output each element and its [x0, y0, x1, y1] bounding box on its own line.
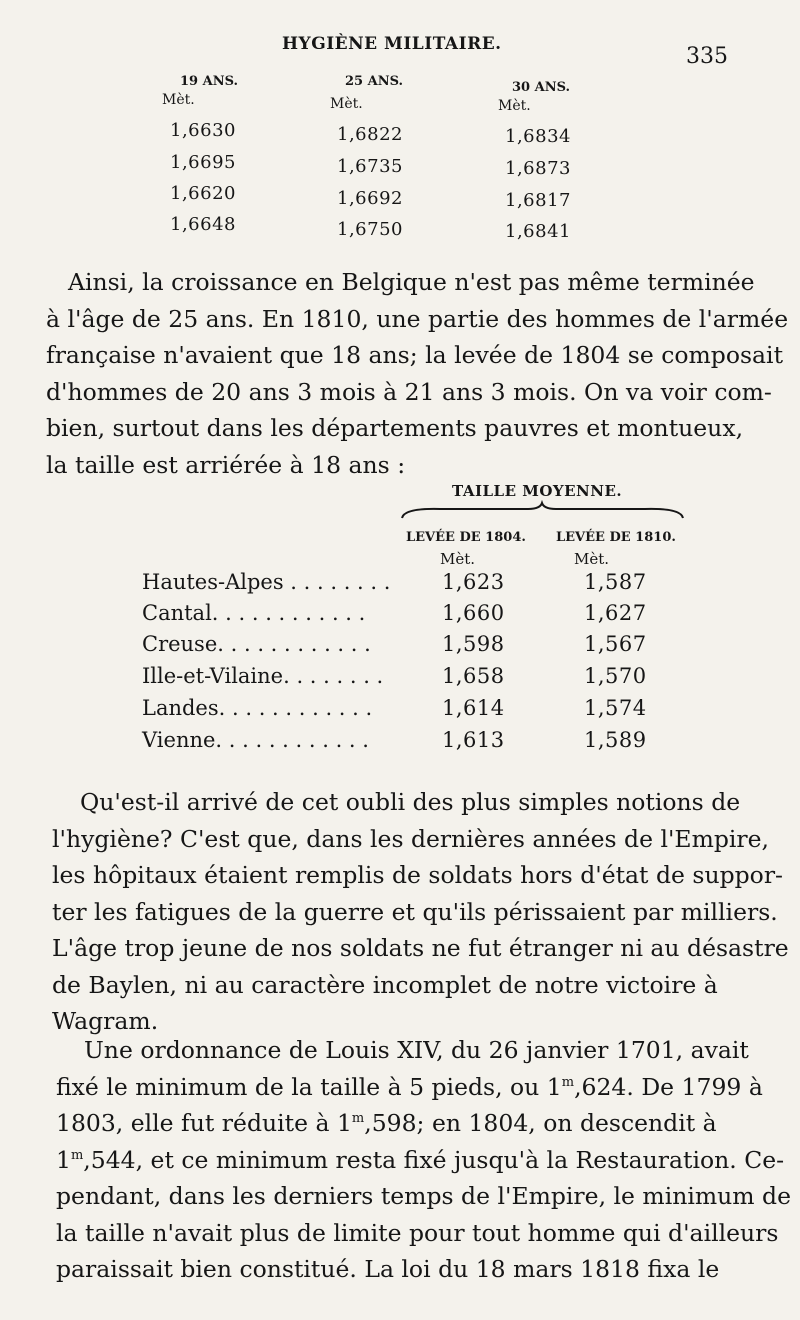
unit-label: Mèt. [440, 550, 476, 568]
table-cell: 1,6841 [505, 221, 571, 242]
column-header-19-ans: 19 ANS. [180, 74, 239, 89]
brace-icon [400, 500, 685, 522]
text-line [56, 1105, 746, 1142]
value-1804: 1,614 [442, 696, 505, 720]
table-cell: 1,6834 [505, 126, 571, 147]
table-cell: 1,6695 [170, 152, 236, 173]
text-fragment: ,624. De 1799 à [574, 1072, 763, 1101]
text-fragment: 1803, elle fut réduite à 1 [56, 1109, 352, 1137]
column-header-levee-1804: LEVÉE DE 1804. [406, 530, 526, 545]
text-line: Une ordonnance de Louis XIV, du 26 janvier 1701, avait [84, 1036, 749, 1064]
running-header: HYGIÈNE MILITAIRE. [282, 34, 502, 54]
value-1810: 1,570 [584, 664, 647, 688]
text-line: Ainsi, la croissance en Belgique n'est pas même terminée [68, 268, 755, 296]
table-cell: 1,6648 [170, 214, 236, 235]
value-1810: 1,589 [584, 728, 647, 752]
table-cell: 1,6817 [505, 190, 571, 211]
paragraph-croissance [46, 264, 789, 483]
column-header-levee-1810: LEVÉE DE 1810. [556, 530, 676, 545]
table-row [142, 696, 662, 728]
text-line: Wagram. [52, 1007, 159, 1035]
page-number: 335 [686, 44, 728, 69]
text-fragment: fixé le minimum de la taille à 5 pieds, ou 1 [56, 1072, 562, 1101]
text-line: française n'avaient que 18 ans; la levée de 1804 se composait [46, 341, 784, 369]
value-1804: 1,660 [442, 601, 505, 625]
text-line: pendant, dans les derniers temps de l'Empire, le minimum de [56, 1182, 791, 1210]
department-name: Hautes-Alpes . . . . . . . . [142, 570, 391, 594]
text-line [56, 1142, 785, 1179]
unit-label: Mèt. [162, 92, 195, 108]
text-line: L'âge trop jeune de nos soldats ne fut étranger ni au désastre [52, 934, 789, 962]
table-cell: 1,6750 [337, 219, 403, 240]
department-name: Landes. . . . . . . . . . . . [142, 696, 373, 720]
text-line: la taille n'avait plus de limite pour tout homme qui d'ailleurs [56, 1218, 779, 1247]
value-1810: 1,574 [584, 696, 647, 720]
department-name: Ille-et-Vilaine. . . . . . . . [142, 664, 384, 688]
table-cell: 1,6692 [337, 188, 403, 209]
text-fragment: 1 [56, 1145, 71, 1174]
unit-label: Mèt. [498, 98, 531, 114]
text-line [56, 1069, 763, 1106]
superscript-m: m [561, 1074, 575, 1090]
unit-label: Mèt. [574, 550, 610, 568]
text-fragment: ,544, et ce minimum resta fixé jusqu'à la Restauration. Ce- [83, 1145, 785, 1174]
department-name: Vienne. . . . . . . . . . . . [142, 728, 369, 752]
table-row [142, 728, 662, 760]
table-cell: 1,6620 [170, 183, 236, 204]
superscript-m: m [70, 1147, 84, 1163]
superscript-m: m [351, 1111, 365, 1126]
value-1804: 1,623 [442, 570, 505, 594]
table-cell: 1,6630 [170, 120, 236, 141]
text-line: les hôpitaux étaient remplis de soldats hors d'état de suppor- [52, 861, 783, 889]
paragraph-hygiene [52, 784, 789, 1040]
column-header-30-ans: 30 ANS. [512, 80, 571, 95]
unit-label: Mèt. [330, 96, 363, 112]
paragraph-ordonnance [56, 1032, 791, 1288]
table-cell: 1,6735 [337, 156, 403, 177]
value-1804: 1,658 [442, 664, 505, 688]
table-row [142, 664, 662, 696]
value-1810: 1,587 [584, 570, 647, 594]
text-line: de Baylen, ni au caractère incomplet de notre victoire à [52, 970, 718, 999]
table-title: TAILLE MOYENNE. [452, 482, 623, 500]
value-1810: 1,627 [584, 601, 647, 625]
table-row [142, 632, 662, 664]
table-row [142, 601, 662, 633]
table-row [142, 570, 662, 602]
value-1810: 1,567 [584, 632, 647, 656]
text-line: à l'âge de 25 ans. En 1810, une partie des hommes de l'armée [46, 304, 789, 333]
value-1804: 1,598 [442, 632, 505, 656]
department-name: Creuse. . . . . . . . . . . . [142, 632, 371, 656]
table-cell: 1,6822 [337, 124, 403, 145]
column-header-25-ans: 25 ANS. [345, 74, 404, 89]
department-name: Cantal. . . . . . . . . . . . [142, 601, 366, 625]
value-1804: 1,613 [442, 728, 505, 752]
text-line: la taille est arriérée à 18 ans : [46, 450, 406, 479]
text-line: bien, surtout dans les départements pauvres et montueux, [46, 414, 744, 442]
text-fragment: ,598; en 1804, on descendit à [364, 1109, 717, 1137]
text-line: Qu'est-il arrivé de cet oubli des plus simples notions de [80, 788, 741, 816]
text-line: l'hygiène? C'est que, dans les dernières années de l'Empire, [52, 824, 770, 853]
text-line: paraissait bien constitué. La loi du 18 mars 1818 fixa le [56, 1255, 720, 1283]
text-line: d'hommes de 20 ans 3 mois à 21 ans 3 mois. On va voir com- [46, 377, 772, 406]
text-line: ter les fatigues de la guerre et qu'ils périssaient par milliers. [52, 897, 778, 926]
table-cell: 1,6873 [505, 158, 571, 179]
